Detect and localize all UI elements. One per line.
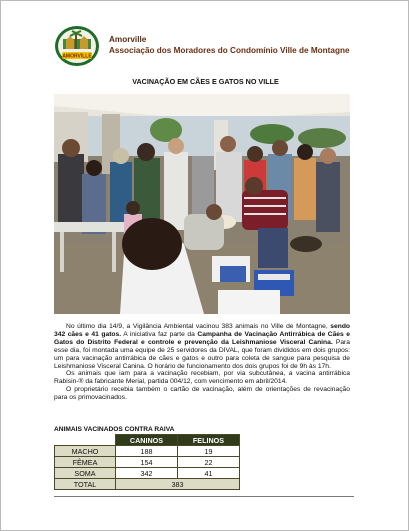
caninos-cell: 188 bbox=[116, 446, 178, 457]
paragraph-3: O proprietário recebia também o cartão de vacinação, além de orientações de revacinação para os primovacinados. bbox=[54, 386, 350, 402]
org-name: Amorville bbox=[109, 35, 147, 44]
org-subtitle: Associação dos Moradores do Condomínio Ville de Montagne bbox=[109, 46, 350, 55]
org-heading bbox=[109, 34, 350, 56]
table-header-row bbox=[55, 435, 240, 446]
footer-divider bbox=[54, 496, 354, 497]
caninos-cell: 342 bbox=[116, 468, 178, 479]
caninos-cell: 154 bbox=[116, 457, 178, 468]
total-label: TOTAL bbox=[55, 479, 116, 490]
felinos-cell: 22 bbox=[178, 457, 240, 468]
felinos-cell: 41 bbox=[178, 468, 240, 479]
table-row bbox=[55, 457, 240, 468]
paragraph-2: Os animais que iam para a vacinação recebiam, por via subcutânea, a vacina antirrábica Rabisin-® da fabricante Merial, partida 004/12, com vencimento em abril/2014. bbox=[54, 370, 350, 386]
row-label: MACHO bbox=[55, 446, 116, 457]
table-total-row bbox=[55, 479, 240, 490]
p1-bold-campaign: Campanha de Vacinação Antirrábica de Cães e Gatos do Distrito Federal e controle e prevenção da Leishmaniose Visceral Canina. bbox=[54, 330, 350, 346]
paragraph-1 bbox=[54, 323, 350, 370]
row-label: FÊMEA bbox=[55, 457, 116, 468]
p1-text-a: No último dia 14/9, a Vigilância Ambiental vacinou 383 animais no Ville de Montagne, bbox=[66, 323, 331, 330]
table-corner-cell bbox=[55, 435, 116, 446]
table-row bbox=[55, 446, 240, 457]
p1-text-c: A iniciativa faz parte da bbox=[121, 330, 198, 338]
p1-text-e: Para esse dia, foi montada uma equipe de 25 servidores da DIVAL, que foram divididos em dois grupos: um para vacinação antirrábica de cães e gatos e outro para coleta de sangue para pesquisa de Leishmaniose Visceral Canina. O horário de funcionamento dos dois grupos foi de 9h às 17h. bbox=[54, 338, 350, 370]
felinos-cell: 19 bbox=[178, 446, 240, 457]
article-title: VACINAÇÃO EM CÃES E GATOS NO VILLE bbox=[132, 77, 279, 86]
vaccination-photo bbox=[54, 94, 350, 314]
p1-bold-count: sendo 342 cães e 41 gatos. bbox=[54, 323, 350, 338]
total-value: 383 bbox=[116, 479, 240, 490]
table-title: ANIMAIS VACINADOS CONTRA RAIVA bbox=[54, 426, 175, 433]
article-body bbox=[54, 323, 350, 402]
header-caninos: CANINOS bbox=[116, 435, 178, 446]
table-row bbox=[55, 468, 240, 479]
row-label: SOMA bbox=[55, 468, 116, 479]
header-felinos: FELINOS bbox=[178, 435, 240, 446]
vaccination-table bbox=[54, 434, 240, 490]
amorville-logo bbox=[54, 25, 100, 67]
svg-text:AMORVILLE: AMORVILLE bbox=[62, 53, 92, 60]
